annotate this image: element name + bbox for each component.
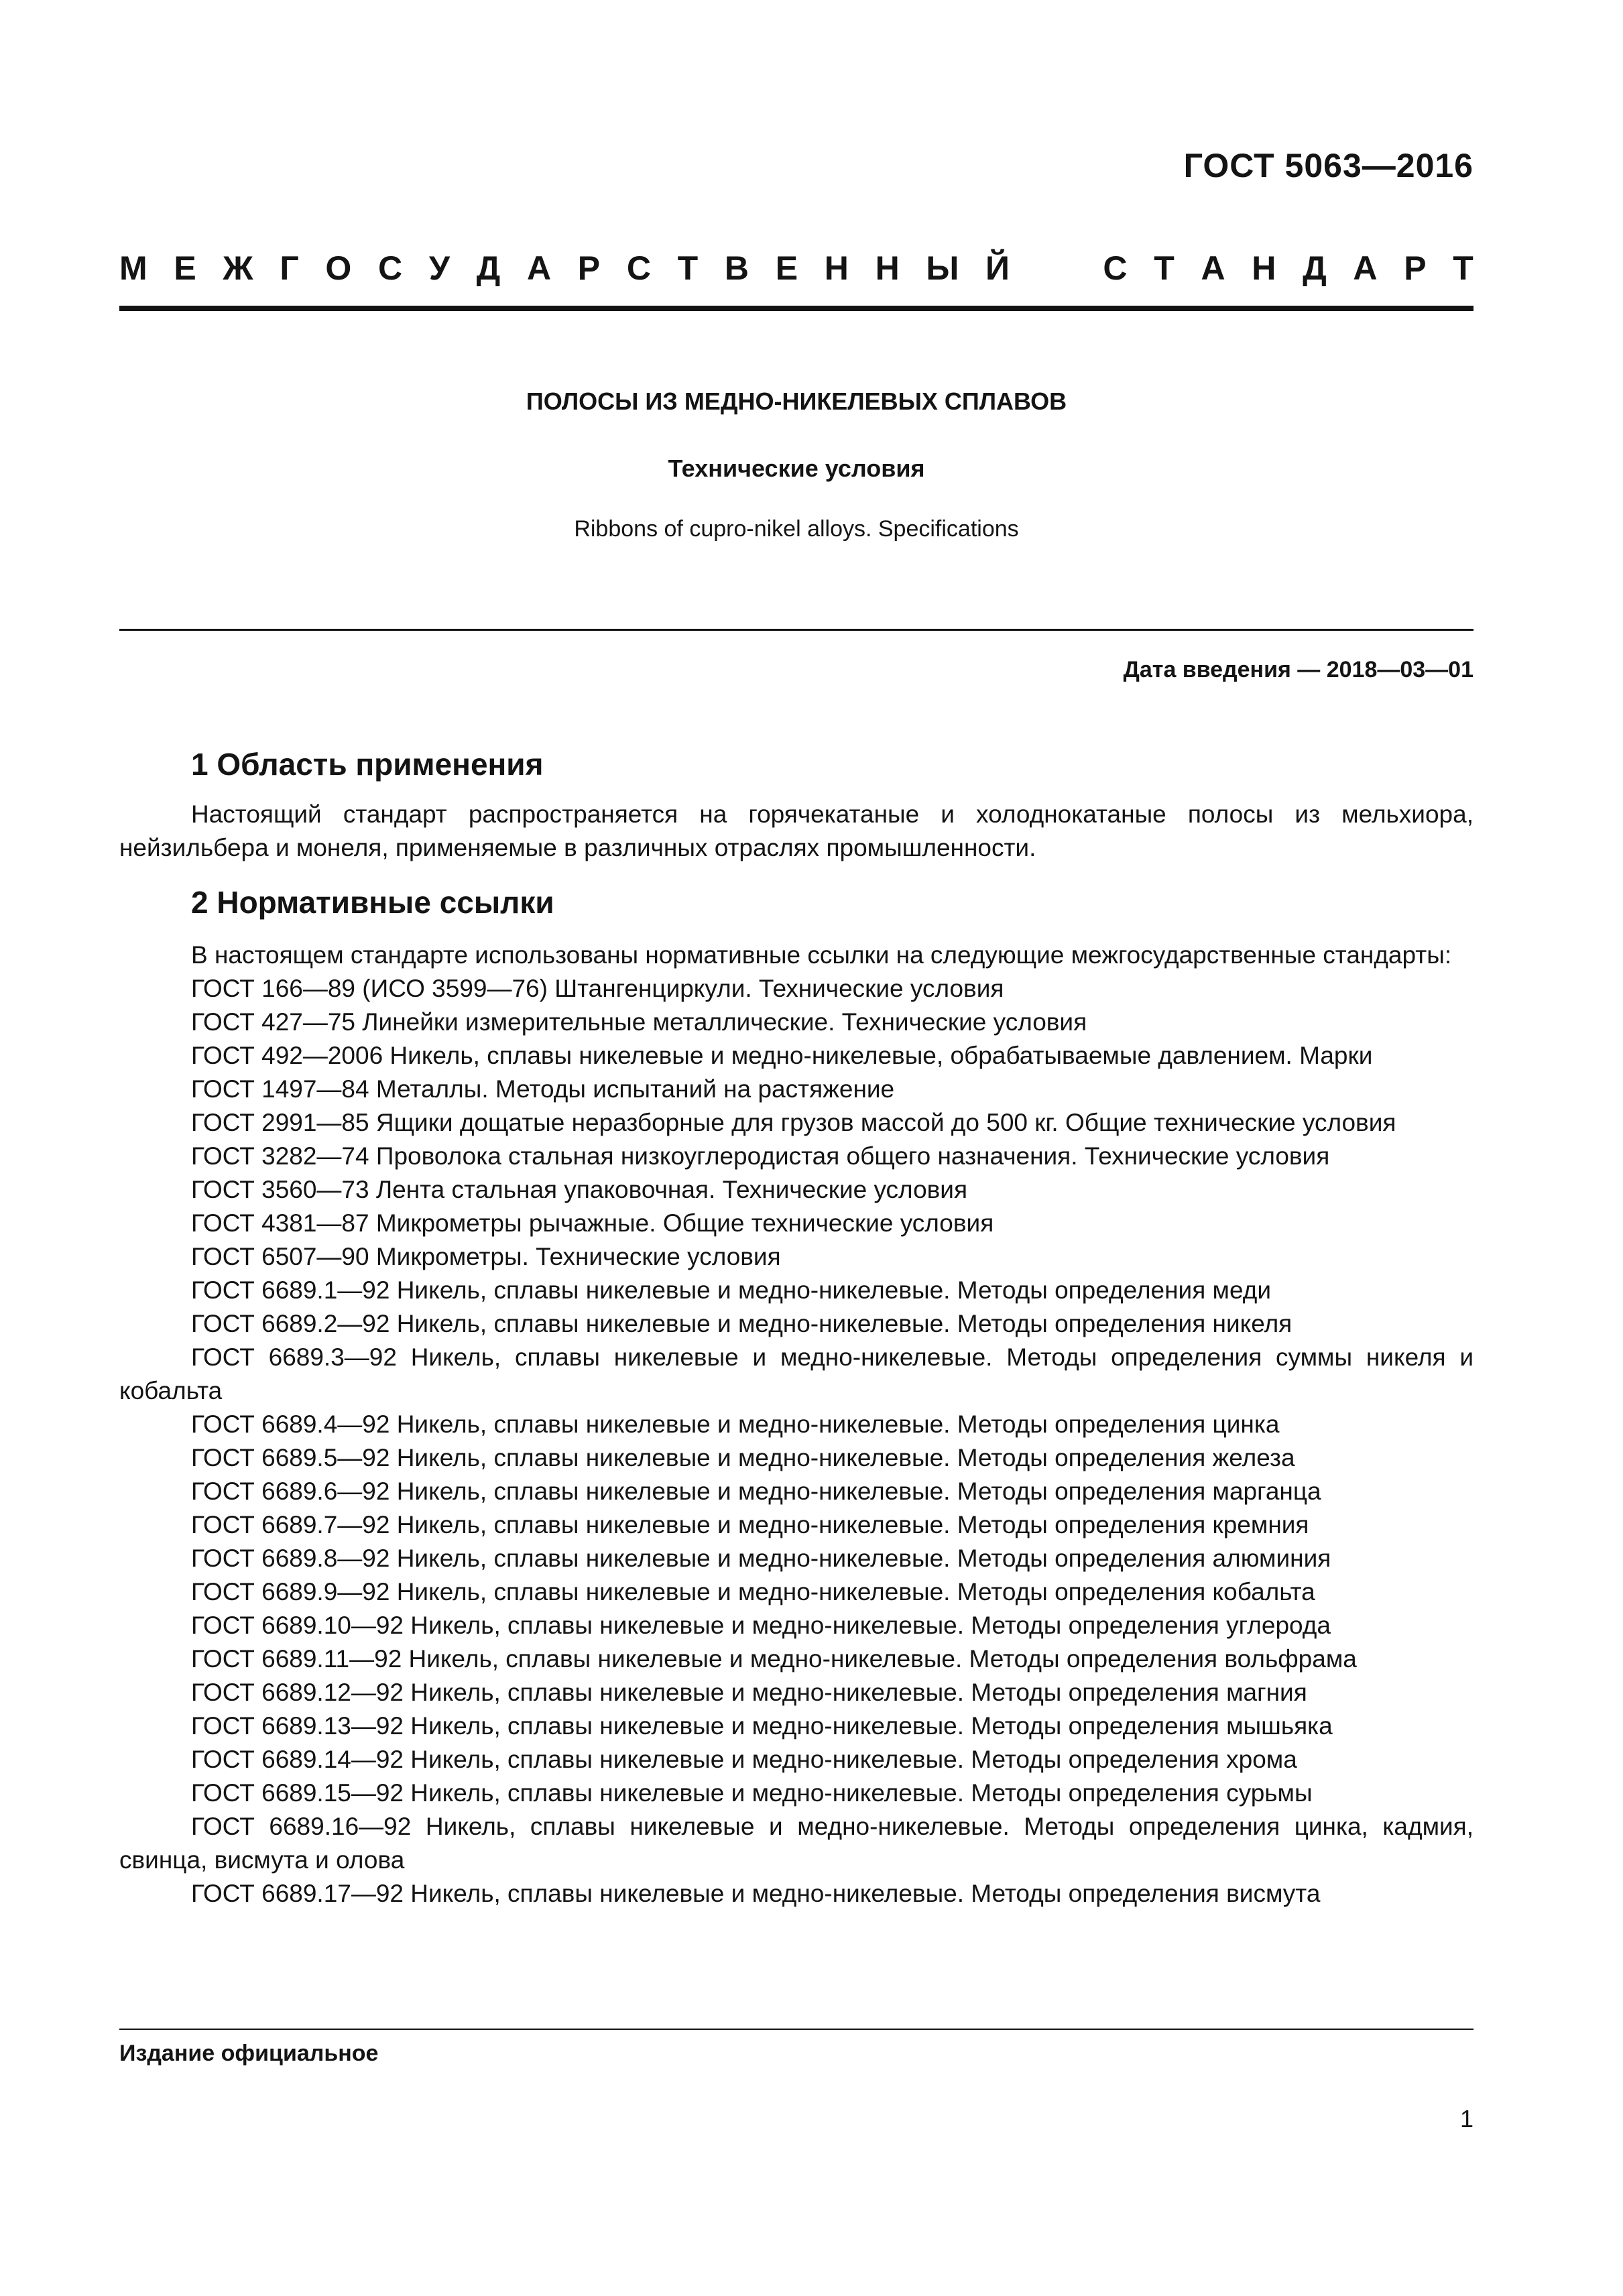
reference-item: ГОСТ 166—89 (ИСО 3599—76) Штангенциркули. Технические условия: [191, 975, 1004, 1002]
document-code: ГОСТ 5063—2016: [1183, 147, 1474, 184]
banner-letter: Т: [1453, 249, 1474, 287]
banner-letter: Т: [677, 249, 699, 287]
reference-item: ГОСТ 2991—85 Ящики дощатые неразборные для грузов массой до 500 кг. Общие технические условия: [191, 1109, 1396, 1136]
standard-banner: [119, 248, 1474, 288]
reference-item: ГОСТ 3560—73 Лента стальная упаковочная. Технические условия: [191, 1176, 968, 1203]
title-divider: [119, 629, 1474, 631]
document-title: ПОЛОСЫ ИЗ МЕДНО-НИКЕЛЕВЫХ СПЛАВОВ: [526, 387, 1067, 415]
reference-item: ГОСТ 6689.13—92 Никель, сплавы никелевые и медно-никелевые. Методы определения мышьяка: [191, 1712, 1333, 1740]
banner-letter: Ы: [926, 249, 959, 287]
reference-item: ГОСТ 6689.10—92 Никель, сплавы никелевые и медно-никелевые. Методы определения углерода: [191, 1612, 1331, 1639]
banner-letter: Н: [1252, 249, 1276, 287]
document-body: [119, 744, 1474, 1911]
official-edition-label: Издание официальное: [119, 2041, 379, 2066]
section-heading-references: 2 Нормативные ссылки: [191, 885, 554, 920]
reference-item: ГОСТ 6689.6—92 Никель, сплавы никелевые и медно-никелевые. Методы определения марганца: [191, 1477, 1321, 1505]
reference-item: ГОСТ 6689.1—92 Никель, сплавы никелевые и медно-никелевые. Методы определения меди: [191, 1276, 1271, 1304]
banner-letter: А: [526, 249, 552, 287]
reference-item: ГОСТ 6689.15—92 Никель, сплавы никелевые и медно-никелевые. Методы определения сурьмы: [191, 1779, 1313, 1807]
banner-letter: Е: [775, 249, 798, 287]
banner-gap: [1036, 248, 1077, 288]
banner-letter: Й: [985, 249, 1010, 287]
banner-letter: А: [1201, 249, 1225, 287]
banner-letter: С: [1103, 249, 1128, 287]
banner-letter: А: [1353, 249, 1378, 287]
introduction-date: Дата введения — 2018—03—01: [1123, 657, 1474, 682]
scope-paragraph: Настоящий стандарт распространяется на горячекатаные и холоднокатаные полосы из мельхиора, нейзильбера и монеля, применяемые в различных отраслях промышленности.: [119, 800, 1474, 861]
reference-item: ГОСТ 4381—87 Микрометры рычажные. Общие технические условия: [191, 1209, 994, 1237]
reference-item: ГОСТ 6689.5—92 Никель, сплавы никелевые и медно-никелевые. Методы определения железа: [191, 1444, 1295, 1471]
english-title: Ribbons of cupro-nikel alloys. Specifications: [574, 516, 1019, 542]
footer-divider: [119, 2029, 1474, 2030]
reference-item: ГОСТ 6507—90 Микрометры. Технические условия: [191, 1243, 781, 1270]
reference-item: ГОСТ 6689.4—92 Никель, сплавы никелевые и медно-никелевые. Методы определения цинка: [191, 1410, 1280, 1438]
banner-letter: С: [378, 249, 403, 287]
reference-item: ГОСТ 3282—74 Проволока стальная низкоуглеродистая общего назначения. Технические условия: [191, 1142, 1330, 1170]
banner-letter: Н: [875, 249, 900, 287]
reference-item: ГОСТ 492—2006 Никель, сплавы никелевые и медно-никелевые, обрабатываемые давлением. Марки: [191, 1042, 1373, 1069]
banner-letter: Н: [824, 249, 849, 287]
banner-letter: Д: [476, 249, 501, 287]
reference-item: ГОСТ 6689.2—92 Никель, сплавы никелевые и медно-никелевые. Методы определения никеля: [191, 1310, 1293, 1337]
references-intro: В настоящем стандарте использованы нормативные ссылки на следующие межгосударственные стандарты:: [191, 941, 1452, 969]
banner-letter: Е: [174, 249, 196, 287]
banner-letter: Д: [1303, 249, 1327, 287]
reference-item: ГОСТ 6689.11—92 Никель, сплавы никелевые и медно-никелевые. Методы определения вольфрама: [191, 1645, 1357, 1673]
reference-item: ГОСТ 6689.17—92 Никель, сплавы никелевые и медно-никелевые. Методы определения висмута: [191, 1880, 1321, 1907]
reference-item: ГОСТ 6689.3—92 Никель, сплавы никелевые и медно-никелевые. Методы определения суммы никеля и кобальта: [119, 1343, 1474, 1404]
reference-item: ГОСТ 6689.7—92 Никель, сплавы никелевые и медно-никелевые. Методы определения кремния: [191, 1511, 1309, 1538]
section-heading-scope: 1 Область применения: [191, 747, 544, 782]
banner-letter: Р: [577, 249, 601, 287]
banner-letter: Ж: [223, 249, 253, 287]
reference-item: ГОСТ 6689.9—92 Никель, сплавы никелевые и медно-никелевые. Методы определения кобальта: [191, 1578, 1315, 1606]
banner-letter: С: [626, 249, 651, 287]
banner-letter: М: [119, 249, 147, 287]
banner-letter: В: [724, 249, 749, 287]
banner-letter: Г: [280, 249, 299, 287]
reference-item: ГОСТ 6689.8—92 Никель, сплавы никелевые и медно-никелевые. Методы определения алюминия: [191, 1545, 1331, 1572]
reference-item: ГОСТ 6689.12—92 Никель, сплавы никелевые и медно-никелевые. Методы определения магния: [191, 1679, 1307, 1706]
page-number: 1: [1459, 2105, 1474, 2132]
reference-item: ГОСТ 1497—84 Металлы. Методы испытаний на растяжение: [191, 1075, 895, 1103]
banner-letter: О: [325, 249, 352, 287]
banner-letter: Р: [1404, 249, 1427, 287]
reference-item: ГОСТ 6689.16—92 Никель, сплавы никелевые и медно-никелевые. Методы определения цинка, кадмия, свинца, висмута и олова: [119, 1813, 1474, 1874]
banner-letter: У: [428, 249, 450, 287]
document-subtitle: Технические условия: [668, 455, 925, 482]
reference-item: ГОСТ 427—75 Линейки измерительные металлические. Технические условия: [191, 1008, 1087, 1036]
header-divider: [119, 306, 1474, 311]
banner-letter: Т: [1154, 249, 1175, 287]
references-list: [119, 972, 1474, 1911]
reference-item: ГОСТ 6689.14—92 Никель, сплавы никелевые и медно-никелевые. Методы определения хрома: [191, 1746, 1297, 1773]
